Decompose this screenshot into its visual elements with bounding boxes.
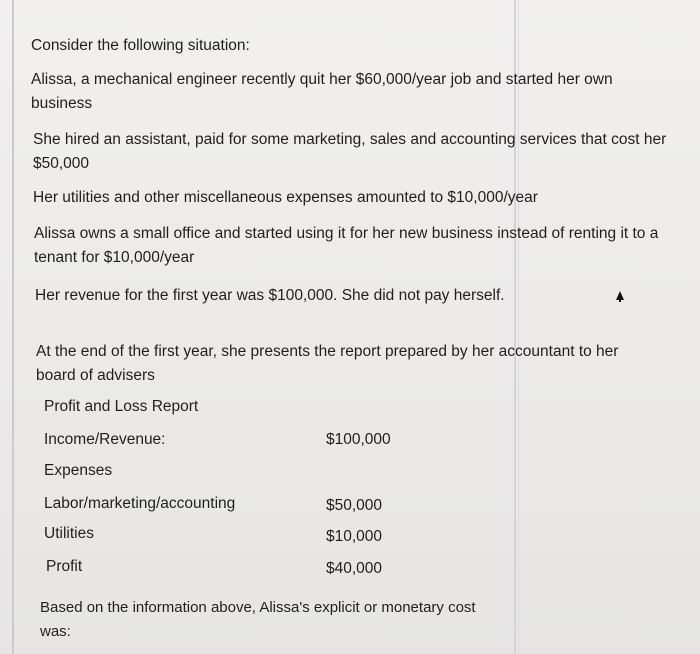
profit-label: Profit bbox=[46, 558, 83, 575]
income-label: Income/Revenue: bbox=[44, 431, 166, 448]
utilities-label: Utilities bbox=[44, 525, 94, 542]
intro-text: Consider the following situation: bbox=[31, 37, 250, 54]
utilities-value: $10,000 bbox=[326, 528, 383, 545]
alissa-paragraph: Alissa, a mechanical engineer recently quit her $60,000/year job and started her own business bbox=[31, 71, 613, 112]
expenses-label: Expenses bbox=[44, 462, 113, 479]
report-intro-paragraph: At the end of the first year, she presents the report prepared by her accountant to her board of advisers bbox=[36, 343, 619, 384]
hired-paragraph: She hired an assistant, paid for some marketing, sales and accounting services that cost her $50,000 bbox=[33, 131, 667, 172]
question-text: Based on the information above, Alissa's explicit or monetary cost was: bbox=[40, 599, 476, 640]
office-paragraph: Alissa owns a small office and started using it for her new business instead of renting it to a tenant for $10,000/year bbox=[34, 225, 659, 266]
utilities-paragraph: Her utilities and other miscellaneous expenses amounted to $10,000/year bbox=[33, 189, 538, 206]
labor-value: $50,000 bbox=[326, 497, 383, 514]
profit-value: $40,000 bbox=[326, 560, 383, 577]
income-value: $100,000 bbox=[326, 431, 391, 448]
left-margin-line bbox=[12, 0, 14, 654]
mouse-cursor-icon bbox=[616, 291, 624, 300]
labor-label: Labor/marketing/accounting bbox=[44, 495, 236, 512]
report-title: Profit and Loss Report bbox=[44, 398, 199, 415]
revenue-paragraph: Her revenue for the first year was $100,000. She did not pay herself. bbox=[35, 287, 505, 304]
